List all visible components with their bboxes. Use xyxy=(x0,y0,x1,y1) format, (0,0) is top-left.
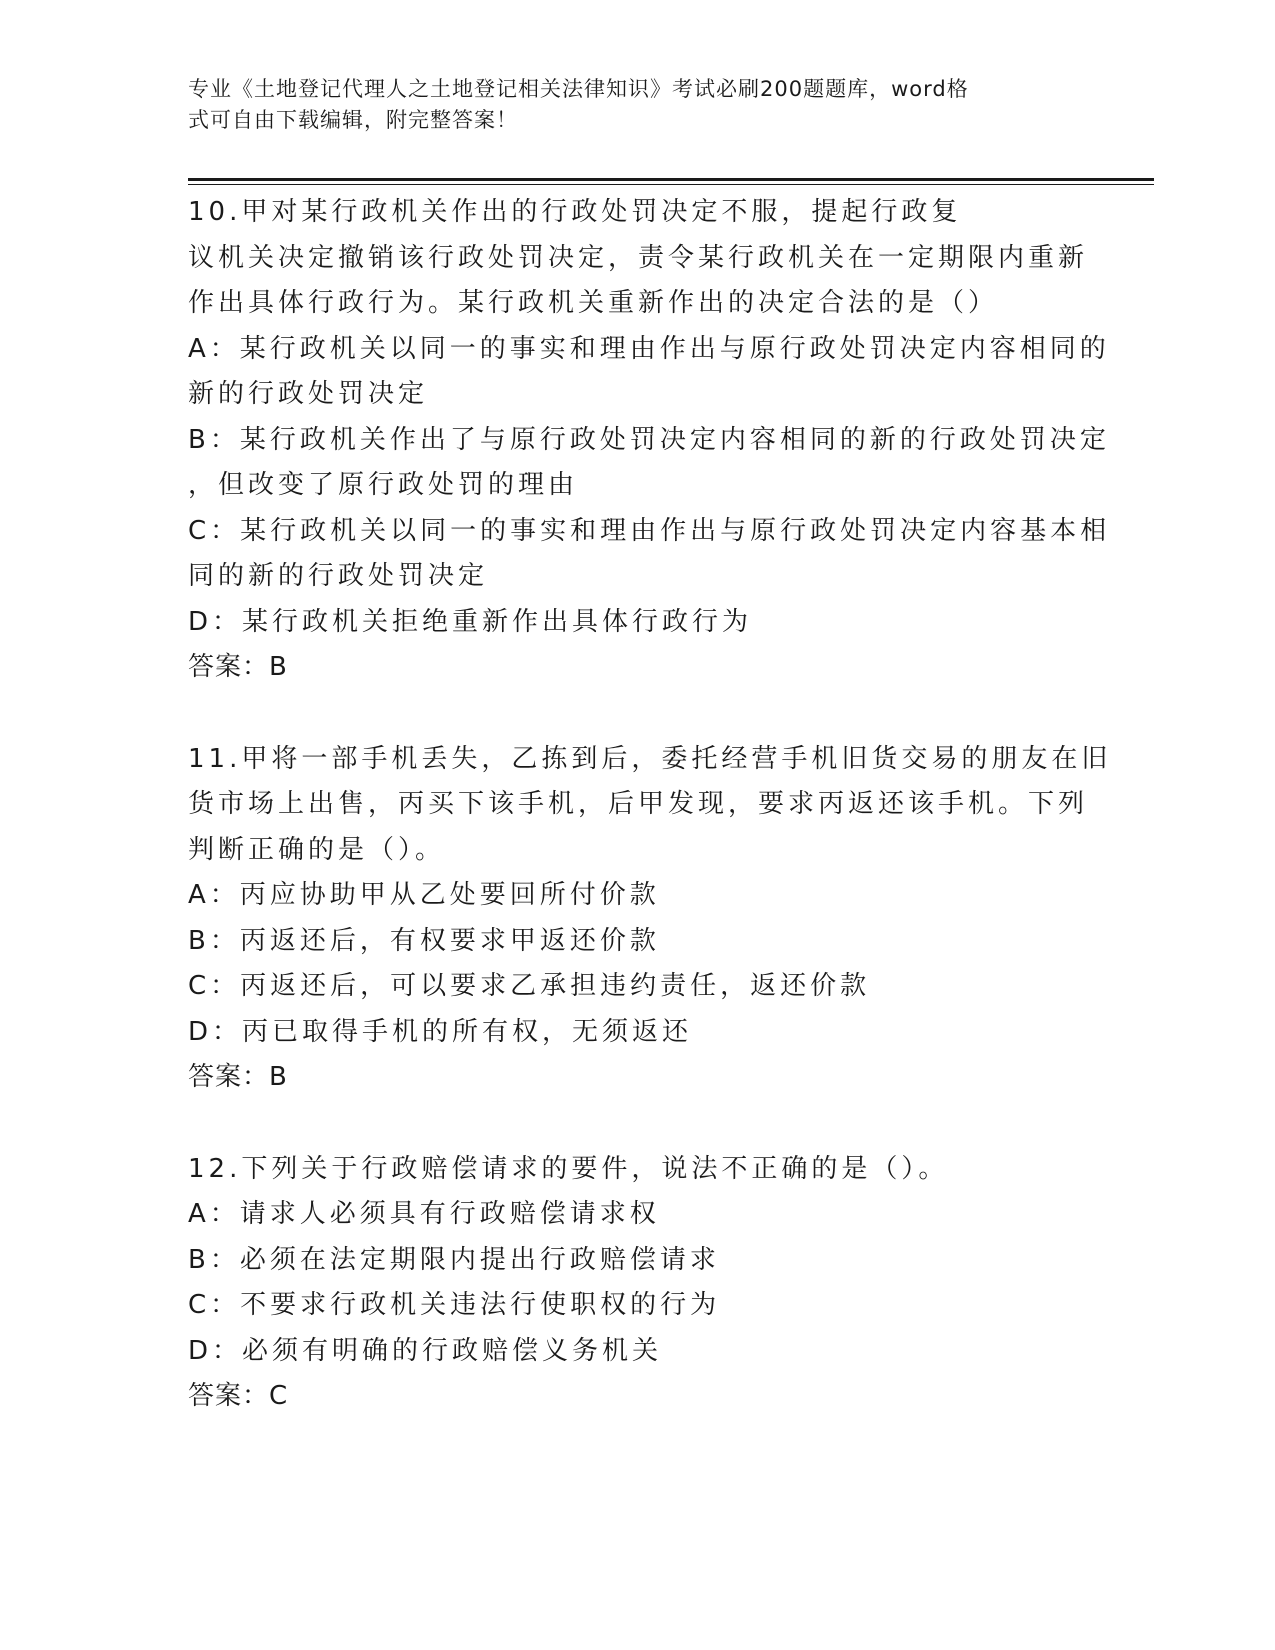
question-text: 12.下列关于行政赔偿请求的要件，说法不正确的是（）。 xyxy=(188,1153,949,1184)
question-text: 11.甲将一部手机丢失，乙拣到后，委托经营手机旧货交易的朋友在旧 xyxy=(188,743,1112,774)
option-b: B：丙返还后，有权要求甲返还价款 xyxy=(188,925,660,956)
question-text: 议机关决定撤销该行政处罚决定，责令某行政机关在一定期限内重新 xyxy=(188,242,1089,273)
option-c-cont: 同的新的行政处罚决定 xyxy=(188,561,489,591)
answer: 答案：B xyxy=(188,1062,288,1092)
header-line-2: 式可自由下载编辑，附完整答案！ xyxy=(188,108,518,132)
question-text: 作出具体行政行为。某行政机关重新作出的决定合法的是（） xyxy=(188,288,999,318)
header-divider-thick xyxy=(188,178,1154,181)
question-text: 货市场上出售，丙买下该手机，后甲发现，要求丙返还该手机。下列 xyxy=(188,789,1089,819)
option-b: B：某行政机关作出了与原行政处罚决定内容相同的新的行政处罚决定 xyxy=(188,424,1110,455)
option-d: D：某行政机关拒绝重新作出具体行政行为 xyxy=(188,606,753,637)
option-a-cont: 新的行政处罚决定 xyxy=(188,379,429,409)
option-d: D：丙已取得手机的所有权，无须返还 xyxy=(188,1016,693,1047)
answer: 答案：C xyxy=(188,1381,289,1411)
question-list xyxy=(188,190,1112,1466)
question-11 xyxy=(188,737,1112,1101)
question-text: 判断正确的是（）。 xyxy=(188,834,446,865)
option-c: C：不要求行政机关违法行使职权的行为 xyxy=(188,1290,721,1320)
question-12 xyxy=(188,1147,1088,1420)
header-divider-thin xyxy=(188,184,1154,185)
question-10 xyxy=(188,190,1111,691)
option-a: A：某行政机关以同一的事实和理由作出与原行政处罚决定内容相同的 xyxy=(188,333,1110,364)
option-a: A：丙应协助甲从乙处要回所付价款 xyxy=(188,880,660,910)
answer: 答案：B xyxy=(188,652,288,682)
option-c: C：丙返还后，可以要求乙承担违约责任，返还价款 xyxy=(188,971,871,1001)
document-header xyxy=(188,74,1068,136)
option-b: B：必须在法定期限内提出行政赔偿请求 xyxy=(188,1244,720,1275)
option-c: C：某行政机关以同一的事实和理由作出与原行政处罚决定内容基本相 xyxy=(188,515,1111,546)
question-text: 10.甲对某行政机关作出的行政处罚决定不服，提起行政复 xyxy=(188,197,962,227)
header-line-1: 专业《土地登记代理人之土地登记相关法律知识》考试必刷200题题库，word格 xyxy=(188,77,969,101)
option-b-cont: ，但改变了原行政处罚的理由 xyxy=(188,470,579,500)
option-a: A：请求人必须具有行政赔偿请求权 xyxy=(188,1199,660,1229)
option-d: D：必须有明确的行政赔偿义务机关 xyxy=(188,1335,663,1366)
